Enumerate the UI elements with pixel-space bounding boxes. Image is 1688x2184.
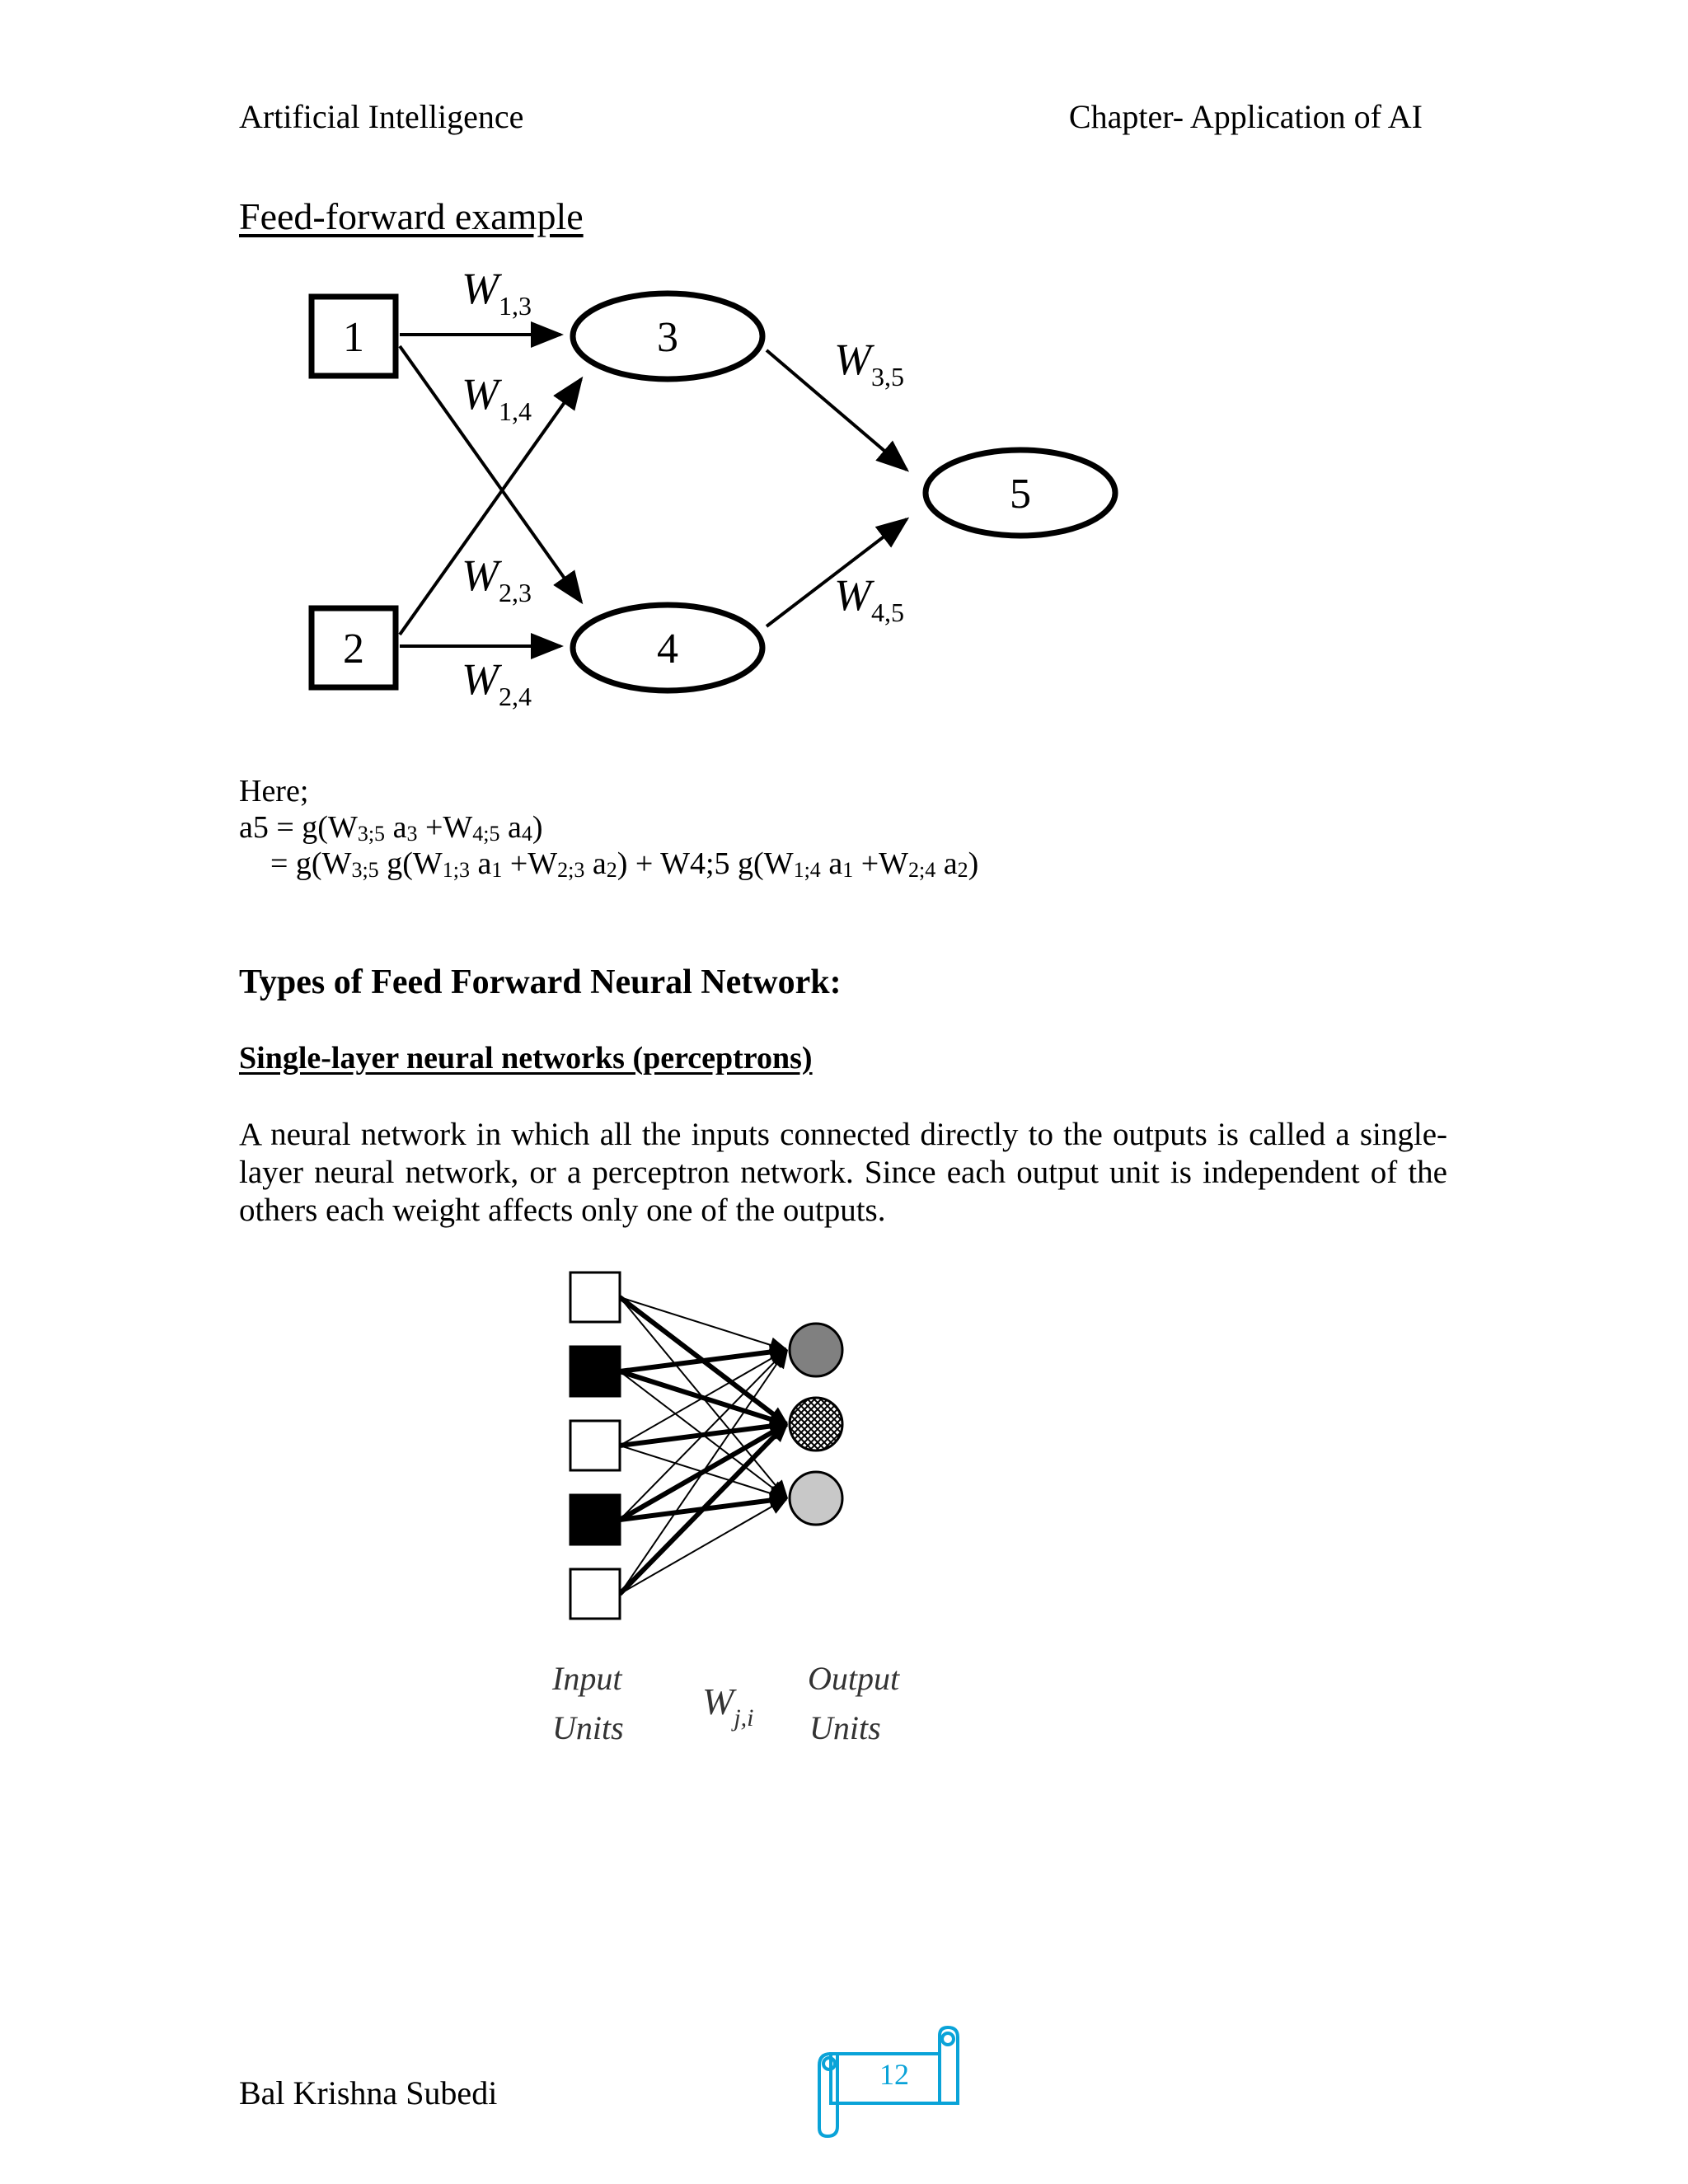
hidden-node-4-label: 4 (657, 626, 678, 673)
input-unit-5 (570, 1569, 620, 1619)
weight-label-w24: W2,4 (462, 654, 532, 711)
input-unit-2 (570, 1347, 620, 1396)
perceptron-diagram (544, 1261, 956, 1755)
output-unit-1 (790, 1324, 842, 1376)
input-units-label-2: Units (552, 1709, 624, 1746)
weight-label-w14: W1,4 (462, 369, 532, 426)
equation-line-2: = $g(W_{3;5}$ $g(W_{1;3}$ $a_1 +W_{2;3}$ $a_2$) + W4;5 $g(W_{1;4}$ $a_1 +W_{2;4}$ $a_2$) (270, 846, 979, 882)
input-units-label-1: Input (552, 1660, 622, 1697)
page-number: 12 (879, 2058, 909, 2091)
perceptron-subheading: Single-layer neural networks (perceptrons) (239, 1041, 813, 1076)
perceptron-connections (620, 1297, 788, 1594)
types-heading: Types of Feed Forward Neural Network: (239, 963, 842, 1001)
weight-label-w45: W4,5 (834, 570, 904, 627)
header-right: Chapter- Application of AI (1068, 98, 1423, 135)
input-unit-4 (570, 1495, 620, 1544)
connection-5-1 (620, 1350, 786, 1594)
perceptron-paragraph: A neural network in which all the inputs connected directly to the outputs is called a single-layer neural network, or a perceptron network. Since each output unit is independent of the others each weight affects only one of the outputs. (239, 1117, 1447, 1228)
hidden-node-3-label: 3 (657, 314, 678, 361)
connection-4-1 (620, 1350, 786, 1520)
equation-line-1: $a5 = g(W_{3;5}$ $a_3 +W_{4;5}$ $a_4$) (239, 810, 543, 846)
header-left: Artificial Intelligence (239, 98, 524, 135)
weight-label-w23: W2,3 (462, 551, 532, 607)
footer-author: Bal Krishna Subedi (239, 2074, 498, 2111)
weight-label-w35: W3,5 (834, 335, 904, 391)
input-unit-1 (570, 1272, 620, 1322)
output-unit-2 (790, 1398, 842, 1451)
feed-forward-diagram (297, 264, 1154, 725)
connection-1-1 (620, 1297, 786, 1350)
weight-label-wji: Wj,i (702, 1680, 754, 1732)
connection-2-1 (620, 1350, 786, 1371)
output-units-label-2: Units (809, 1709, 881, 1746)
input-unit-3 (570, 1421, 620, 1470)
connection-3-1 (620, 1350, 786, 1446)
input-node-1-label: 1 (343, 314, 364, 361)
output-units-label-1: Output (808, 1660, 900, 1697)
connection-5-3 (620, 1498, 786, 1594)
output-node-5-label: 5 (1010, 471, 1031, 518)
section-title: Feed-forward example (239, 195, 584, 237)
equation-intro: Here; (239, 774, 309, 808)
input-node-2-label: 2 (343, 626, 364, 673)
connection-5-2 (620, 1424, 786, 1594)
output-unit-3 (790, 1472, 842, 1525)
weight-label-w13: W1,3 (462, 264, 532, 321)
